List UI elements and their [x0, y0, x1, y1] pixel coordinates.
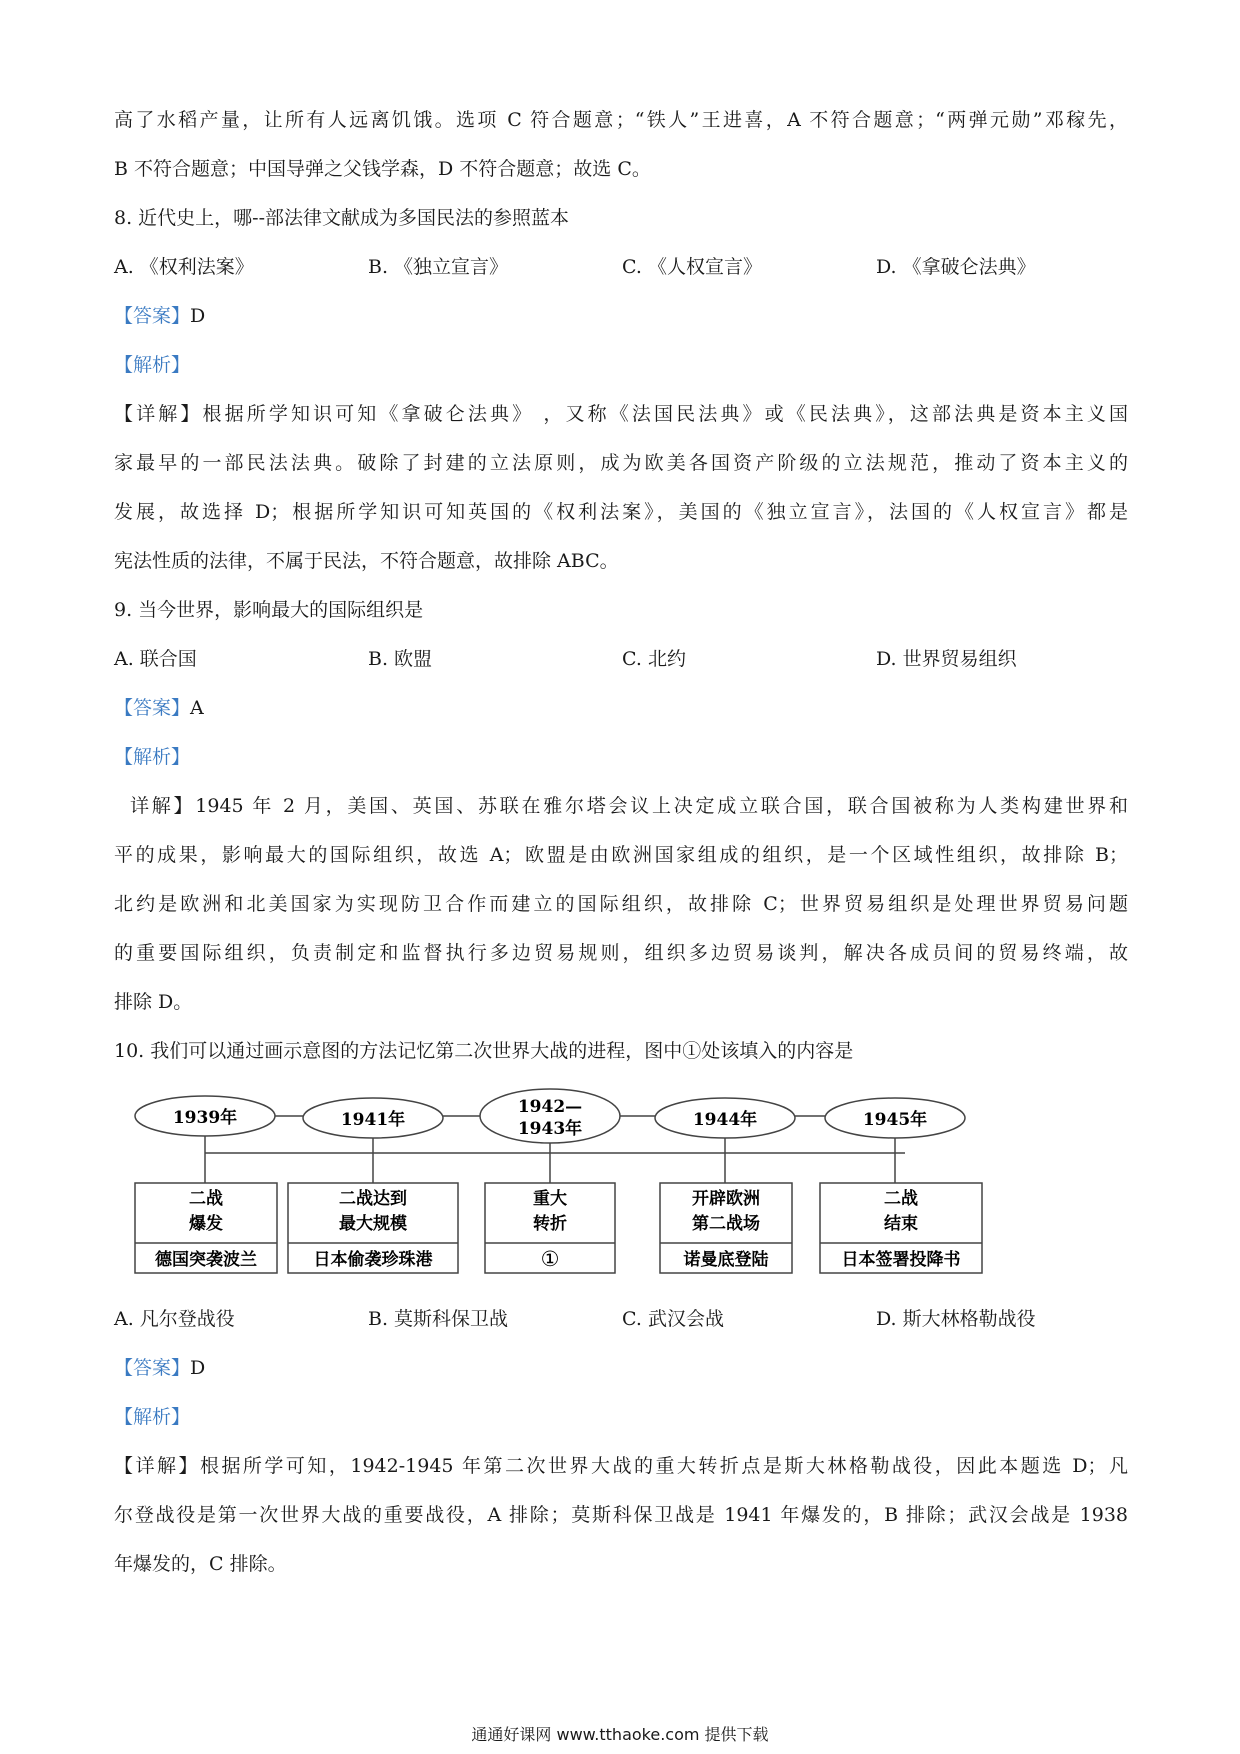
- q8-detail-line-2: 家最早的一部民法法典。破除了封建的立法原则，成为欧美各国资产阶级的立法规范，推动了资本主义的: [114, 452, 1128, 474]
- q8-answer-value: D: [190, 305, 206, 327]
- event-box-1944-title-2: 第二战场: [692, 1214, 760, 1234]
- event-box-1939-title-1: 二战: [189, 1189, 223, 1209]
- q8-detail-line-1: 【详解】根据所学知识可知《拿破仑法典》 ，又称《法国民法典》或《民法典》，这部法典是资本主义国: [114, 403, 1128, 425]
- year-label-1945: 1945年: [862, 1110, 928, 1130]
- q10-option-c: C. 武汉会战: [622, 1308, 724, 1330]
- year-label-1942: 1942—: [517, 1097, 583, 1117]
- event-box-1942-title-2: 转折: [533, 1214, 567, 1234]
- q10-option-a: A. 凡尔登战役: [114, 1308, 235, 1330]
- q9-detail-line-1: 详解】1945 年 2 月，美国、英国、苏联在雅尔塔会议上决定成立联合国，联合国被称为人类构建世界和: [130, 795, 1128, 817]
- q9-answer-value: A: [190, 697, 204, 719]
- q9-answer: [114, 695, 204, 721]
- q9-detail-line-2: 平的成果，影响最大的国际组织，故选 A；欧盟是由欧洲国家组成的组织，是一个区域性组织，故排除 B；: [114, 844, 1128, 866]
- q9-detail-line-5: 排除 D。: [114, 991, 193, 1013]
- q10-answer-label: 【答案】: [114, 1357, 191, 1379]
- q8-analysis-label: 【解析】: [114, 354, 191, 376]
- q10-analysis-label: 【解析】: [114, 1406, 191, 1428]
- year-label-1943: 1943年: [517, 1119, 583, 1139]
- q9-answer-label: 【答案】: [114, 697, 191, 719]
- event-box-1941-event: 日本偷袭珍珠港: [313, 1250, 433, 1270]
- event-box-1945-title-2: 结束: [884, 1214, 918, 1234]
- q8-option-a: A. 《权利法案》: [114, 256, 254, 278]
- q10-detail-line-1: 【详解】根据所学可知，1942-1945 年第二次世界大战的重大转折点是斯大林格勒战役，因此本题选 D；凡: [114, 1455, 1128, 1477]
- q9-option-a: A. 联合国: [114, 648, 197, 670]
- ww2-timeline-diagram: [130, 1088, 1010, 1288]
- q10-answer-value: D: [190, 1357, 206, 1379]
- event-box-1942-title-1: 重大: [533, 1189, 567, 1209]
- event-box-1939-title-2: 爆发: [189, 1214, 223, 1234]
- q10-answer: [114, 1355, 205, 1381]
- q10-detail-line-3: 年爆发的，C 排除。: [114, 1553, 287, 1575]
- q9-option-c: C. 北约: [622, 648, 686, 670]
- q8-option-b: B. 《独立宣言》: [368, 256, 509, 278]
- q9-option-b: B. 欧盟: [368, 648, 433, 670]
- q8-stem: 8. 近代史上，哪--部法律文献成为多国民法的参照蓝本: [114, 207, 570, 229]
- q8-detail-line-3: 发展，故选择 D；根据所学知识可知英国的《权利法案》，美国的《独立宣言》，法国的《人权宣言》都是: [114, 501, 1128, 523]
- event-box-1941-title-2: 最大规模: [339, 1214, 407, 1234]
- q9-option-d: D. 世界贸易组织: [876, 648, 1017, 670]
- q10-option-b: B. 莫斯科保卫战: [368, 1308, 509, 1330]
- year-label-1944: 1944年: [692, 1110, 758, 1130]
- q9-detail-line-4: 的重要国际组织，负责制定和监督执行多边贸易规则，组织多边贸易谈判，解决各成员间的贸易终端，故: [114, 942, 1128, 964]
- q10-detail-line-2: 尔登战役是第一次世界大战的重要战役，A 排除；莫斯科保卫战是 1941 年爆发的，B 排除；武汉会战是 1938: [114, 1504, 1128, 1526]
- event-box-1945-event: 日本签署投降书: [841, 1250, 961, 1270]
- event-box-1944-title-1: 开辟欧洲: [692, 1189, 760, 1209]
- event-box-1942-blank-marker: ①: [540, 1247, 560, 1271]
- event-box-1939-event: 德国突袭波兰: [155, 1250, 257, 1270]
- event-box-1941-title-1: 二战达到: [339, 1189, 407, 1209]
- q9-stem: 9. 当今世界，影响最大的国际组织是: [114, 599, 424, 621]
- q9-analysis-label: 【解析】: [114, 746, 191, 768]
- prev-explanation-line-2: B 不符合题意；中国导弹之父钱学森，D 不符合题意；故选 C。: [114, 158, 651, 180]
- q8-option-d: D. 《拿破仑法典》: [876, 256, 1036, 278]
- prev-explanation-line-1: 高了水稻产量，让所有人远离饥饿。选项 C 符合题意；“铁人”王进喜，A 不符合题意；“两弹元勋”邓稼先，: [114, 109, 1128, 131]
- q8-option-c: C. 《人权宣言》: [622, 256, 762, 278]
- q9-detail-line-3: 北约是欧洲和北美国家为实现防卫合作而建立的国际组织，故排除 C；世界贸易组织是处理世界贸易问题: [114, 893, 1128, 915]
- q8-answer: [114, 303, 205, 329]
- page-footer: 通通好课网 www.tthaoke.com 提供下载: [471, 1725, 769, 1744]
- event-box-1944-event: 诺曼底登陆: [683, 1250, 769, 1270]
- q10-option-d: D. 斯大林格勒战役: [876, 1308, 1036, 1330]
- q8-detail-line-4: 宪法性质的法律，不属于民法，不符合题意，故排除 ABC。: [114, 550, 619, 572]
- year-label-1941: 1941年: [340, 1110, 406, 1130]
- year-label-1939: 1939年: [172, 1108, 238, 1128]
- q8-answer-label: 【答案】: [114, 305, 191, 327]
- event-box-1945-title-1: 二战: [884, 1189, 918, 1209]
- q10-stem: 10. 我们可以通过画示意图的方法记忆第二次世界大战的进程，图中①处该填入的内容是: [114, 1040, 854, 1062]
